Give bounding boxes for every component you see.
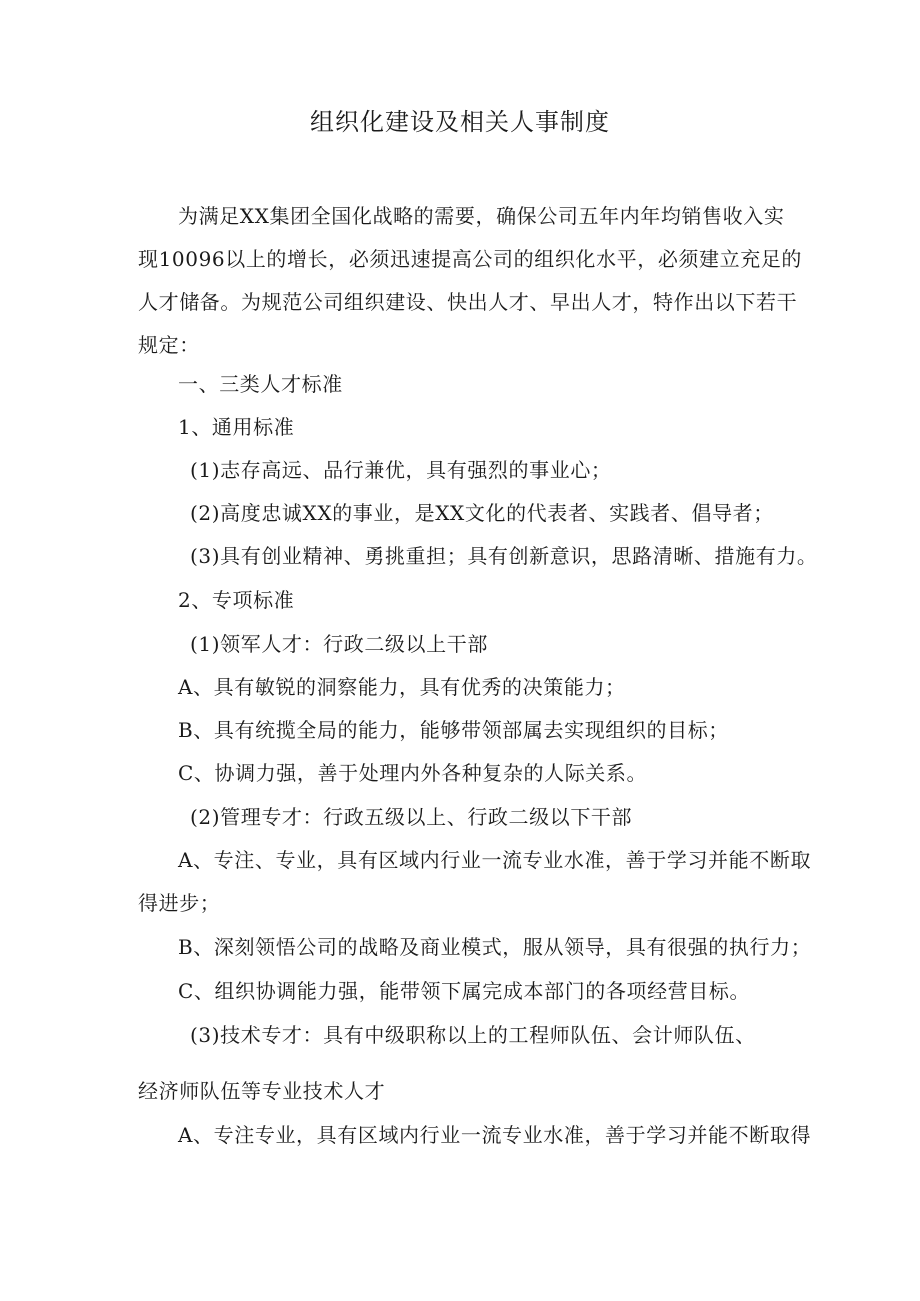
subsection-heading-special: 2、专项标准 [178,588,295,612]
leader-item-a: A、具有敏锐的洞察能力，具有优秀的决策能力； [178,675,626,699]
intro-line-2: 现10096以上的增长，必须迅速提高公司的组织化水平，必须建立充足的 [138,247,803,271]
intro-line-3: 人才储备。为规范公司组织建设、快出人才、早出人才，特作出以下若干 [138,290,798,314]
leader-item-c: C、协调力强，善于处理内外各种复杂的人际关系。 [178,761,648,785]
general-item-3: (3)具有创业精神、勇挑重担；具有创新意识，思路清晰、措施有力。 [190,544,818,568]
section-heading-talent-standards: 一、三类人才标准 [178,372,343,396]
intro-line-4: 规定： [138,333,200,357]
manager-item-c: C、组织协调能力强，能带领下属完成本部门的各项经营目标。 [178,979,751,1003]
manager-item-b: B、深刻领悟公司的战略及商业模式，服从领导，具有很强的执行力； [178,935,812,959]
manager-item-a-line-2: 得进步； [138,891,221,915]
leader-item-b: B、具有统揽全局的能力，能够带领部属去实现组织的目标； [178,718,729,742]
manager-item-a-line-1: A、专注、专业，具有区域内行业一流专业水准，善于学习并能不断取 [178,848,812,872]
general-item-2: (2)高度忠诚XX的事业，是XX文化的代表者、实践者、倡导者； [190,501,774,525]
technical-item-a: A、专注专业，具有区域内行业一流专业水准，善于学习并能不断取得 [178,1123,812,1147]
subsection-heading-general: 1、通用标准 [178,415,295,439]
general-item-1: (1)志存高远、品行兼优，具有强烈的事业心； [190,458,612,482]
intro-line-1: 为满足XX集团全国化战略的需要，确保公司五年内年均销售收入实 [178,204,785,228]
technical-heading-line-1: (3)技术专才：具有中级职称以上的工程师队伍、会计师队伍、 [190,1023,756,1047]
technical-heading-line-2: 经济师队伍等专业技术人才 [138,1079,386,1103]
leader-heading: (1)领军人才：行政二级以上干部 [190,632,488,656]
manager-heading: (2)管理专才：行政五级以上、行政二级以下干部 [190,805,633,829]
document-title: 组织化建设及相关人事制度 [310,108,610,136]
